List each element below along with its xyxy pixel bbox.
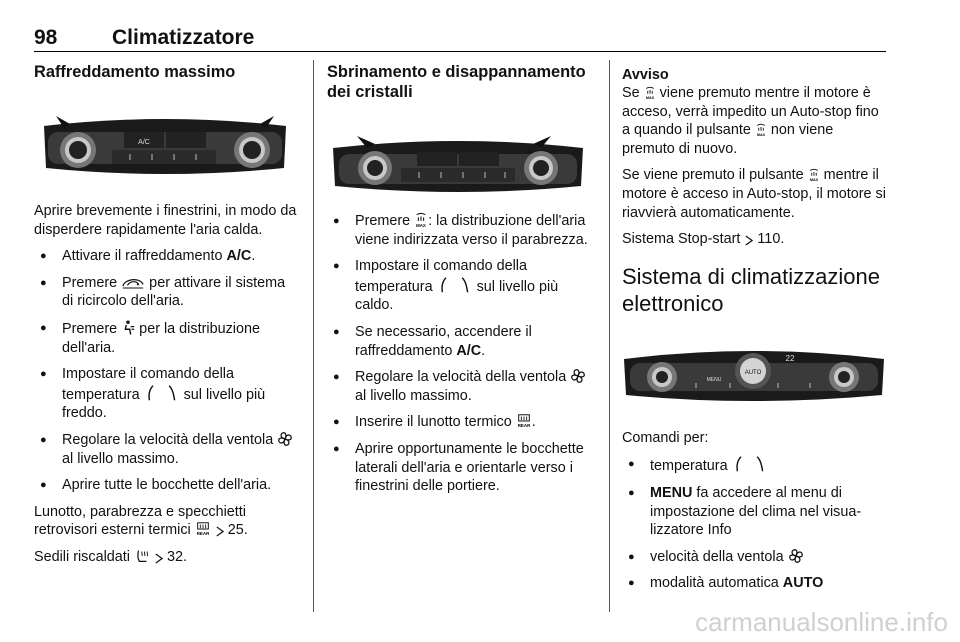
page-header: [34, 26, 254, 50]
heated-seats-text: Sedili riscaldati 32.: [34, 548, 187, 565]
fan-icon: [277, 431, 293, 447]
list-item: ● Regolare la velocità della ventola al livello massimo.: [327, 368, 593, 405]
column-2: [327, 62, 593, 504]
list-item: ● temperatura: [622, 455, 888, 476]
page-reference-icon: [154, 553, 163, 564]
rear-window-heating-icon: [195, 521, 211, 537]
fan-icon: [570, 368, 586, 384]
list-item: ● Aprire opportunamente le bocchette laterali dell'aria e orientarle verso i finestrini delle portiere.: [327, 440, 593, 496]
list-item: ● Regolare la velocità della ventola al livello massimo.: [34, 431, 300, 468]
watermark: carmanualsonline.info: [695, 607, 948, 637]
page-number: 98: [34, 26, 58, 49]
list-item: ● Impostare il comando della temperatura sul livello più caldo.: [327, 257, 593, 315]
list-item: ● Inserire il lunotto termico .: [327, 413, 593, 432]
climate-panel-image-2: [327, 102, 589, 212]
panel-ac-label: A/C: [138, 139, 150, 146]
list-item: ● Attivare il raffreddamento A/C.: [34, 247, 300, 266]
electronic-climate-panel-image: [622, 317, 884, 429]
recirculation-icon: [121, 275, 145, 290]
list-item: ● Premere per attivare il sistema di ricircolo dell'aria.: [34, 274, 300, 311]
climate-panel-image-1: [34, 82, 296, 202]
note-heading: Avviso: [622, 67, 669, 83]
heated-seat-icon: [134, 548, 150, 564]
column-3: [622, 66, 888, 601]
heated-windows-text: Lunotto, parabrezza e specchietti retrovisori esterni termici 25.: [34, 503, 248, 539]
list-item: ● Aprire tutte le bocchette dell'aria.: [34, 476, 300, 495]
panel-menu-label: MENU: [706, 376, 722, 383]
rear-window-heating-icon: [516, 413, 532, 429]
panel-auto-label: AUTO: [744, 369, 762, 376]
header-rule: [34, 51, 886, 52]
max-cooling-steps: [34, 247, 300, 495]
intro-text: Aprire brevemente i finestrini, in modo da disperdere rapidamente l'aria calda.: [34, 203, 297, 238]
column-1: [34, 62, 300, 575]
list-item: ● MENU fa accedere al menu di impostazione del clima nel visualizzatore Info: [622, 484, 888, 540]
section-heading-defrost: Sbrinamento e disappannamento dei cristalli: [327, 63, 586, 101]
note-paragraph-1: Se viene premuto mentre il motore è acceso, verrà impedito un Auto-stop fino a quando il pulsante non viene premuto di nuovo.: [622, 85, 879, 157]
air-distribution-icon: [121, 319, 135, 336]
stop-start-reference: Sistema Stop-start 110.: [622, 231, 785, 248]
max-defrost-icon: [808, 168, 820, 182]
fan-icon: [788, 548, 804, 564]
temperature-control-icon: [144, 384, 180, 402]
column-divider-1: [313, 60, 314, 612]
controls-intro: Comandi per:: [622, 429, 709, 446]
temperature-control-icon: [732, 455, 768, 473]
section-heading-electronic-climate: Sistema di climatizzazione elettronico: [622, 263, 880, 316]
list-item: ● Impostare il comando della temperatura sul livello più freddo.: [34, 365, 300, 423]
list-item: ● Premere per la distribuzione dell'aria.: [34, 319, 300, 357]
controls-list: [622, 455, 888, 593]
list-item: ● velocità della ventola: [622, 548, 888, 567]
defrost-steps: [327, 212, 593, 496]
section-heading-max-cooling: Raffreddamento massimo: [34, 63, 236, 81]
page-title: Climatizzatore: [112, 26, 255, 49]
max-defrost-icon: [414, 212, 428, 228]
column-divider-2: [609, 60, 610, 612]
temperature-control-icon: [437, 276, 473, 294]
list-item: ● Premere : la distribuzione dell'aria viene indirizzata verso il parabrezza.: [327, 212, 593, 249]
list-item: ● Se necessario, accendere il raffreddamento A/C.: [327, 323, 593, 360]
panel-temperature-readout: 22: [785, 353, 795, 363]
page-reference-icon: [215, 526, 224, 537]
max-defrost-icon: [644, 86, 656, 100]
page-reference-icon: [744, 235, 753, 246]
list-item: ● modalità automatica AUTO: [622, 574, 888, 593]
max-defrost-icon: [755, 123, 767, 137]
note-paragraph-2: Se viene premuto il pulsante mentre il motore è acceso in Auto-stop, il motore si riavvierà automaticamente.: [622, 167, 886, 221]
